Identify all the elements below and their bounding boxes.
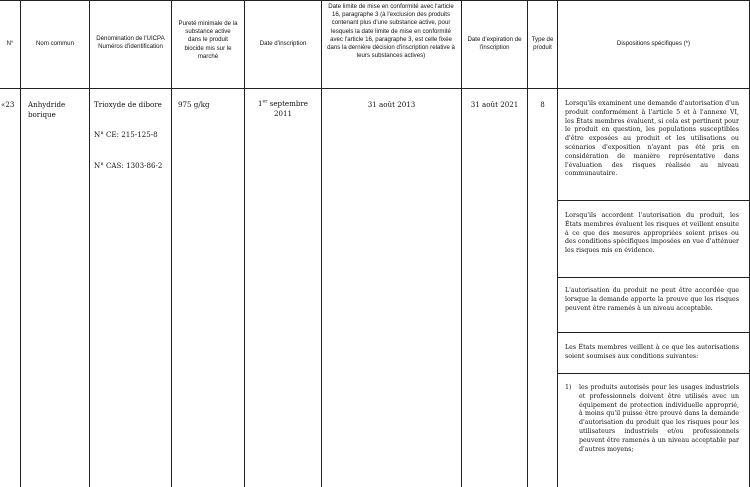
row-date-expiration: 31 août 2021 xyxy=(470,100,519,109)
header-nom-commun: Nom commun xyxy=(36,40,74,47)
paragraph-divider xyxy=(557,332,750,333)
row-type-produit: 8 xyxy=(540,100,545,109)
row-date-inscription xyxy=(250,99,316,118)
paragraph-divider xyxy=(557,373,750,374)
column-rule xyxy=(89,0,90,487)
row-cas-number: N° CAS: 1303-86-2 xyxy=(94,161,163,170)
paragraph-divider xyxy=(557,200,750,201)
column-rule xyxy=(321,0,322,487)
paragraph-divider xyxy=(557,277,750,278)
row-ce-number: N° CE: 215-125-8 xyxy=(94,130,158,139)
row-date-limite: 31 août 2013 xyxy=(367,100,416,109)
header-row-divider xyxy=(0,88,750,89)
row-number: «23 xyxy=(1,100,15,109)
date-inscription-rest: septembre 2011 xyxy=(269,99,308,118)
disposition-paragraph: Lorsqu'ils accordent l'autorisation du produit, les États membres évaluent les risques et veillent ensuite à ce que des mesures appropriées soient prises ou des conditions spécifiques imposées en vue d'atténuer les risques mis en évidence. xyxy=(565,212,739,255)
header-date-inscription: Date d'inscription xyxy=(259,40,307,47)
disposition-list-item xyxy=(565,384,739,454)
header-type-produit: Type de produit xyxy=(531,36,554,52)
date-inscription-ordinal: er xyxy=(262,99,268,105)
header-date-limite: Date limite de mise en conformité avec l'article 16, paragraphe 3 (à l'exclusion des produits contenant plus d'une substance active, pour lesquels la date limite de mise en conformité avec l'article 16, paragraphe 3, est celle fixée dans la dernière décision d'inscription relative à leurs substances actives) xyxy=(327,3,455,60)
column-rule xyxy=(20,0,21,487)
column-rule xyxy=(171,0,172,487)
row-purete: 975 g/kg xyxy=(178,100,210,109)
disposition-paragraph: L'autorisation du produit ne peut être accordée que lorsque la demande apporte la preuve que les risques peuvent être ramenés à un niveau acceptable. xyxy=(565,287,739,312)
column-rule xyxy=(527,0,528,487)
column-rule xyxy=(244,0,245,487)
date-inscription-day: 1 xyxy=(258,99,263,108)
header-date-expiration: Date d'expiration de l'inscription xyxy=(467,36,522,52)
disposition-paragraph: Lorsqu'ils examinent une demande d'autorisation d'un produit conformément à l'article 5 et à l'annexe VI, les États membres évaluent, si cela est pertinent pour le produit en question, les populations susceptibles d'être exposées au produit et les utilisations ou scénarios d'exposition n'ayant pas été pris en considération de manière représentative dans l'évaluation des risques réalisée au niveau communautaire. xyxy=(565,100,739,178)
row-nom-commun: Anhydride borique xyxy=(28,100,66,119)
header-dispositions: Dispositions spécifiques (*) xyxy=(616,40,691,47)
header-no: N° xyxy=(6,40,14,47)
column-rule xyxy=(557,0,558,487)
column-rule xyxy=(461,0,462,487)
table-top-border xyxy=(0,0,750,1)
row-denomination: Trioxyde de dibore xyxy=(94,100,162,109)
disposition-paragraph: Les États membres veillent à ce que les autorisations soient soumises aux conditions suivantes: xyxy=(565,344,739,360)
list-item-number: 1) xyxy=(565,384,572,391)
header-denomination: Dénomination de l'UICPA Numéros d'identification xyxy=(96,35,165,51)
header-purete: Pureté minimale de la substance active dans le produit biocide mis sur le marché xyxy=(178,20,238,60)
list-item-text: les produits autorisés pour les usages industriels et professionnels doivent être utilisés avec un équipement de protection individuelle approprié, à moins qu'il puisse être prouvé dans la demande d'autorisation du produit que les risques pour les utilisateurs industriels et/ou professionnels peuvent être ramenés à un niveau acceptable par d'autres moyens; xyxy=(579,384,739,453)
